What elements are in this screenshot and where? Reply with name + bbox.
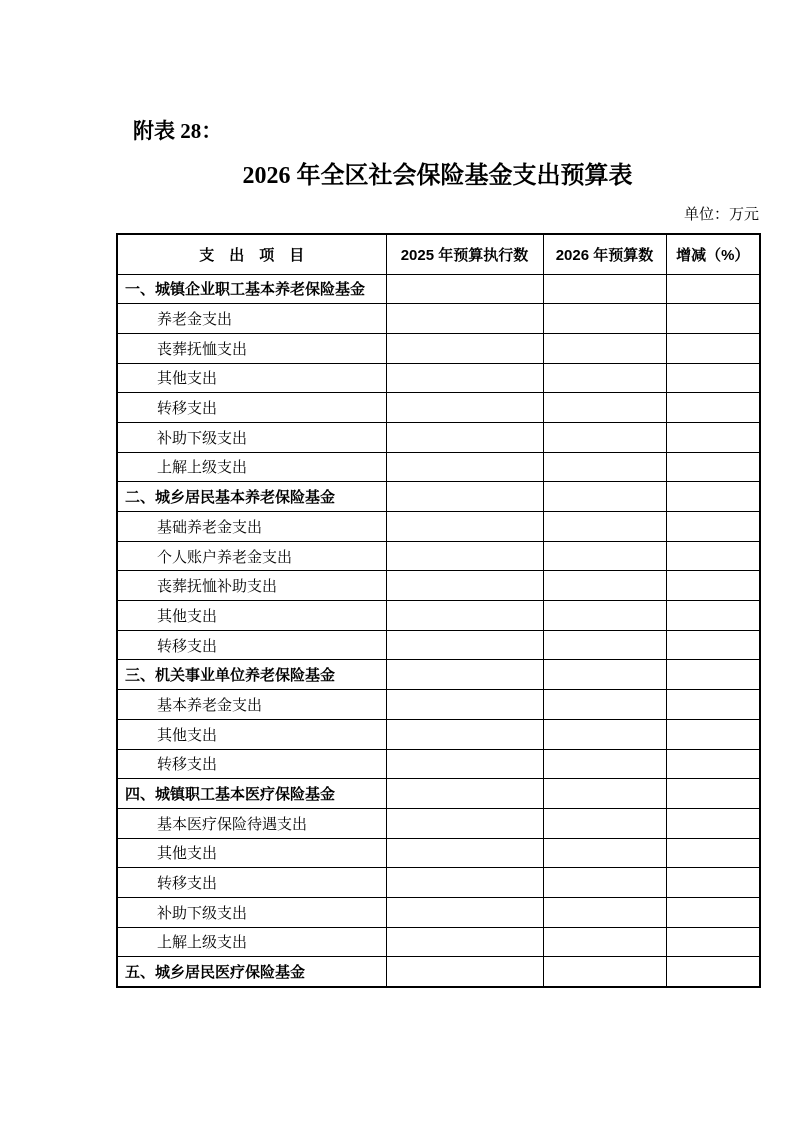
cell-2026-budget — [543, 838, 666, 868]
table-row — [117, 838, 760, 868]
cell-change-pct — [666, 541, 760, 571]
table-row — [117, 512, 760, 542]
cell-change-pct — [666, 571, 760, 601]
cell-2026-budget — [543, 897, 666, 927]
table-row — [117, 719, 760, 749]
cell-2026-budget — [543, 957, 666, 987]
cell-2025-exec — [386, 808, 543, 838]
table-row — [117, 422, 760, 452]
cell-2025-exec — [386, 571, 543, 601]
cell-2025-exec — [386, 749, 543, 779]
row-label: 丧葬抚恤支出 — [117, 333, 386, 363]
cell-2026-budget — [543, 512, 666, 542]
row-label: 转移支出 — [117, 393, 386, 423]
cell-2025-exec — [386, 868, 543, 898]
cell-2026-budget — [543, 630, 666, 660]
row-label: 其他支出 — [117, 363, 386, 393]
cell-2025-exec — [386, 957, 543, 987]
cell-2026-budget — [543, 304, 666, 334]
cell-2026-budget — [543, 690, 666, 720]
row-label: 基本养老金支出 — [117, 690, 386, 720]
cell-change-pct — [666, 304, 760, 334]
table-row — [117, 808, 760, 838]
row-label: 基本医疗保险待遇支出 — [117, 808, 386, 838]
row-label: 丧葬抚恤补助支出 — [117, 571, 386, 601]
cell-2025-exec — [386, 512, 543, 542]
cell-2026-budget — [543, 868, 666, 898]
cell-change-pct — [666, 452, 760, 482]
table-row — [117, 630, 760, 660]
row-label: 补助下级支出 — [117, 422, 386, 452]
row-label: 四、城镇职工基本医疗保险基金 — [117, 779, 386, 809]
cell-2026-budget — [543, 719, 666, 749]
cell-2026-budget — [543, 393, 666, 423]
cell-2025-exec — [386, 274, 543, 304]
cell-change-pct — [666, 957, 760, 987]
table-row — [117, 927, 760, 957]
row-label: 基础养老金支出 — [117, 512, 386, 542]
cell-2026-budget — [543, 601, 666, 631]
table-row — [117, 897, 760, 927]
table-row — [117, 571, 760, 601]
row-label: 五、城乡居民医疗保险基金 — [117, 957, 386, 987]
cell-2026-budget — [543, 571, 666, 601]
table-header-row — [117, 234, 760, 274]
budget-table — [116, 233, 761, 988]
cell-change-pct — [666, 333, 760, 363]
cell-2025-exec — [386, 897, 543, 927]
cell-change-pct — [666, 779, 760, 809]
row-label: 上解上级支出 — [117, 452, 386, 482]
cell-2025-exec — [386, 838, 543, 868]
header-expenditure-item: 支 出 项 目 — [117, 234, 386, 274]
cell-change-pct — [666, 897, 760, 927]
cell-change-pct — [666, 838, 760, 868]
cell-2025-exec — [386, 690, 543, 720]
budget-table-body — [117, 274, 760, 987]
cell-2025-exec — [386, 422, 543, 452]
cell-change-pct — [666, 927, 760, 957]
row-label: 其他支出 — [117, 838, 386, 868]
cell-change-pct — [666, 393, 760, 423]
cell-2026-budget — [543, 422, 666, 452]
row-label: 其他支出 — [117, 719, 386, 749]
cell-change-pct — [666, 719, 760, 749]
table-row — [117, 957, 760, 987]
cell-change-pct — [666, 482, 760, 512]
cell-change-pct — [666, 660, 760, 690]
row-label: 转移支出 — [117, 630, 386, 660]
cell-change-pct — [666, 274, 760, 304]
row-label: 转移支出 — [117, 868, 386, 898]
unit-note: 单位：万元 — [683, 207, 759, 223]
row-label: 三、机关事业单位养老保险基金 — [117, 660, 386, 690]
table-row — [117, 482, 760, 512]
cell-2025-exec — [386, 630, 543, 660]
row-label: 个人账户养老金支出 — [117, 541, 386, 571]
cell-2026-budget — [543, 779, 666, 809]
header-2026-budget: 2026 年预算数 — [543, 234, 666, 274]
cell-2026-budget — [543, 660, 666, 690]
cell-2026-budget — [543, 333, 666, 363]
row-label: 养老金支出 — [117, 304, 386, 334]
table-row — [117, 601, 760, 631]
table-row — [117, 333, 760, 363]
row-label: 二、城乡居民基本养老保险基金 — [117, 482, 386, 512]
row-label: 补助下级支出 — [117, 897, 386, 927]
cell-change-pct — [666, 363, 760, 393]
table-row — [117, 393, 760, 423]
cell-2025-exec — [386, 660, 543, 690]
cell-2025-exec — [386, 601, 543, 631]
cell-2026-budget — [543, 808, 666, 838]
cell-change-pct — [666, 601, 760, 631]
cell-2025-exec — [386, 719, 543, 749]
cell-2025-exec — [386, 333, 543, 363]
cell-change-pct — [666, 749, 760, 779]
cell-2025-exec — [386, 779, 543, 809]
cell-2025-exec — [386, 304, 543, 334]
table-row — [117, 779, 760, 809]
cell-change-pct — [666, 868, 760, 898]
cell-change-pct — [666, 690, 760, 720]
cell-change-pct — [666, 808, 760, 838]
cell-2026-budget — [543, 749, 666, 779]
row-label: 上解上级支出 — [117, 927, 386, 957]
cell-2025-exec — [386, 363, 543, 393]
table-row — [117, 363, 760, 393]
cell-2026-budget — [543, 482, 666, 512]
row-label: 一、城镇企业职工基本养老保险基金 — [117, 274, 386, 304]
table-row — [117, 690, 760, 720]
cell-2025-exec — [386, 393, 543, 423]
cell-change-pct — [666, 630, 760, 660]
row-label: 其他支出 — [117, 601, 386, 631]
table-row — [117, 274, 760, 304]
cell-2026-budget — [543, 363, 666, 393]
header-2025-budget-execution: 2025 年预算执行数 — [386, 234, 543, 274]
table-row — [117, 452, 760, 482]
cell-2025-exec — [386, 541, 543, 571]
cell-2026-budget — [543, 927, 666, 957]
cell-2025-exec — [386, 452, 543, 482]
header-change-percent: 增减（%） — [666, 234, 760, 274]
cell-2025-exec — [386, 482, 543, 512]
table-row — [117, 868, 760, 898]
cell-change-pct — [666, 422, 760, 452]
annex-label: 附表 28： — [133, 119, 223, 143]
table-row — [117, 749, 760, 779]
cell-2025-exec — [386, 927, 543, 957]
table-row — [117, 660, 760, 690]
row-label: 转移支出 — [117, 749, 386, 779]
cell-2026-budget — [543, 452, 666, 482]
cell-change-pct — [666, 512, 760, 542]
table-row — [117, 541, 760, 571]
table-row — [117, 304, 760, 334]
cell-2026-budget — [543, 274, 666, 304]
page-title: 2026 年全区社会保险基金支出预算表 — [242, 163, 633, 189]
cell-2026-budget — [543, 541, 666, 571]
